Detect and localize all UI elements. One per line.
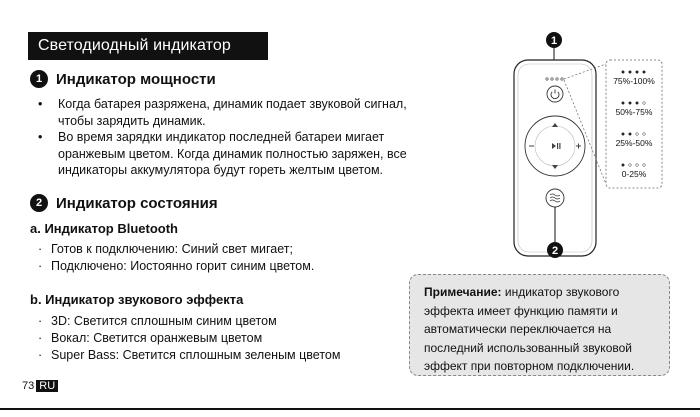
led-off-dot — [629, 164, 632, 167]
bluetooth-list — [38, 241, 315, 275]
list-item: · Готов к подключению: Синий свет мигает; — [38, 242, 293, 256]
led-off-dot — [643, 164, 646, 167]
section-title: Индикатор мощности — [56, 70, 216, 88]
power-bullets — [36, 96, 407, 179]
list-item: · Super Bass: Светится сплошным зеленым цветом — [38, 348, 341, 362]
page-title: Светодиодный индикатор — [28, 32, 268, 60]
list-item: • Во время зарядки индикатор последней батареи мигает оранжевым цветом. Когда динамик полностью заряжен, все индикаторы аккумулятора будут гореть желтым цветом. — [38, 130, 407, 177]
battery-level-label: 50%-75% — [615, 107, 653, 117]
led-on-dot — [629, 71, 632, 74]
section-title: Индикатор состояния — [56, 194, 218, 212]
led-on-dot — [629, 133, 632, 136]
led-off-dot — [643, 133, 646, 136]
bluetooth-subheading: a. Индикатор Bluetooth — [30, 221, 178, 236]
bullet-icon: • — [38, 130, 43, 144]
sound-effect-subheading: b. Индикатор звукового эффекта — [30, 292, 244, 307]
battery-level-label: 75%-100% — [613, 76, 655, 86]
battery-level-label: 0-25% — [621, 169, 647, 179]
section-status-heading — [30, 194, 218, 212]
led-off-dot — [636, 164, 639, 167]
bottom-divider — [0, 408, 700, 410]
led-off-dot — [643, 102, 646, 105]
led-off-dot — [636, 133, 639, 136]
led-on-dot — [636, 102, 639, 105]
list-item: · Вокал: Светится оранжевым цветом — [38, 331, 263, 345]
callout-2-label: 2 — [551, 245, 559, 257]
page-number: 73 RU — [20, 380, 58, 392]
led-on-dot — [622, 71, 625, 74]
battery-level-label: 25%-50% — [615, 138, 653, 148]
led-on-dot — [629, 102, 632, 105]
section-number: 1 — [30, 70, 48, 88]
list-item: · 3D: Светится сплошным синим цветом — [38, 314, 277, 328]
section-number: 2 — [30, 194, 48, 212]
led-on-dot — [622, 102, 625, 105]
note-box: Примечание: индикатор звукового эффекта имеет функцию памяти и автоматически переключается на последний использованный звуковой эффект при повторном подключении. — [409, 274, 670, 376]
led-on-dot — [622, 164, 625, 167]
section-power-heading — [30, 70, 216, 88]
led-on-dot — [643, 71, 646, 74]
list-item: · Подключено: Иостоянно горит синим цветом. — [38, 259, 315, 273]
led-on-dot — [636, 71, 639, 74]
callout-1-label: 1 — [550, 35, 558, 47]
sound-effect-list — [38, 313, 341, 364]
led-on-dot — [622, 133, 625, 136]
speaker-diagram — [500, 30, 700, 260]
power-button — [547, 86, 563, 102]
language-badge: RU — [36, 380, 58, 392]
list-item: • Когда батарея разряжена, динамик подает звуковой сигнал, чтобы зарядить динамик. — [38, 97, 407, 128]
note-label: Примечание: — [424, 285, 502, 299]
bullet-icon: • — [38, 97, 43, 111]
